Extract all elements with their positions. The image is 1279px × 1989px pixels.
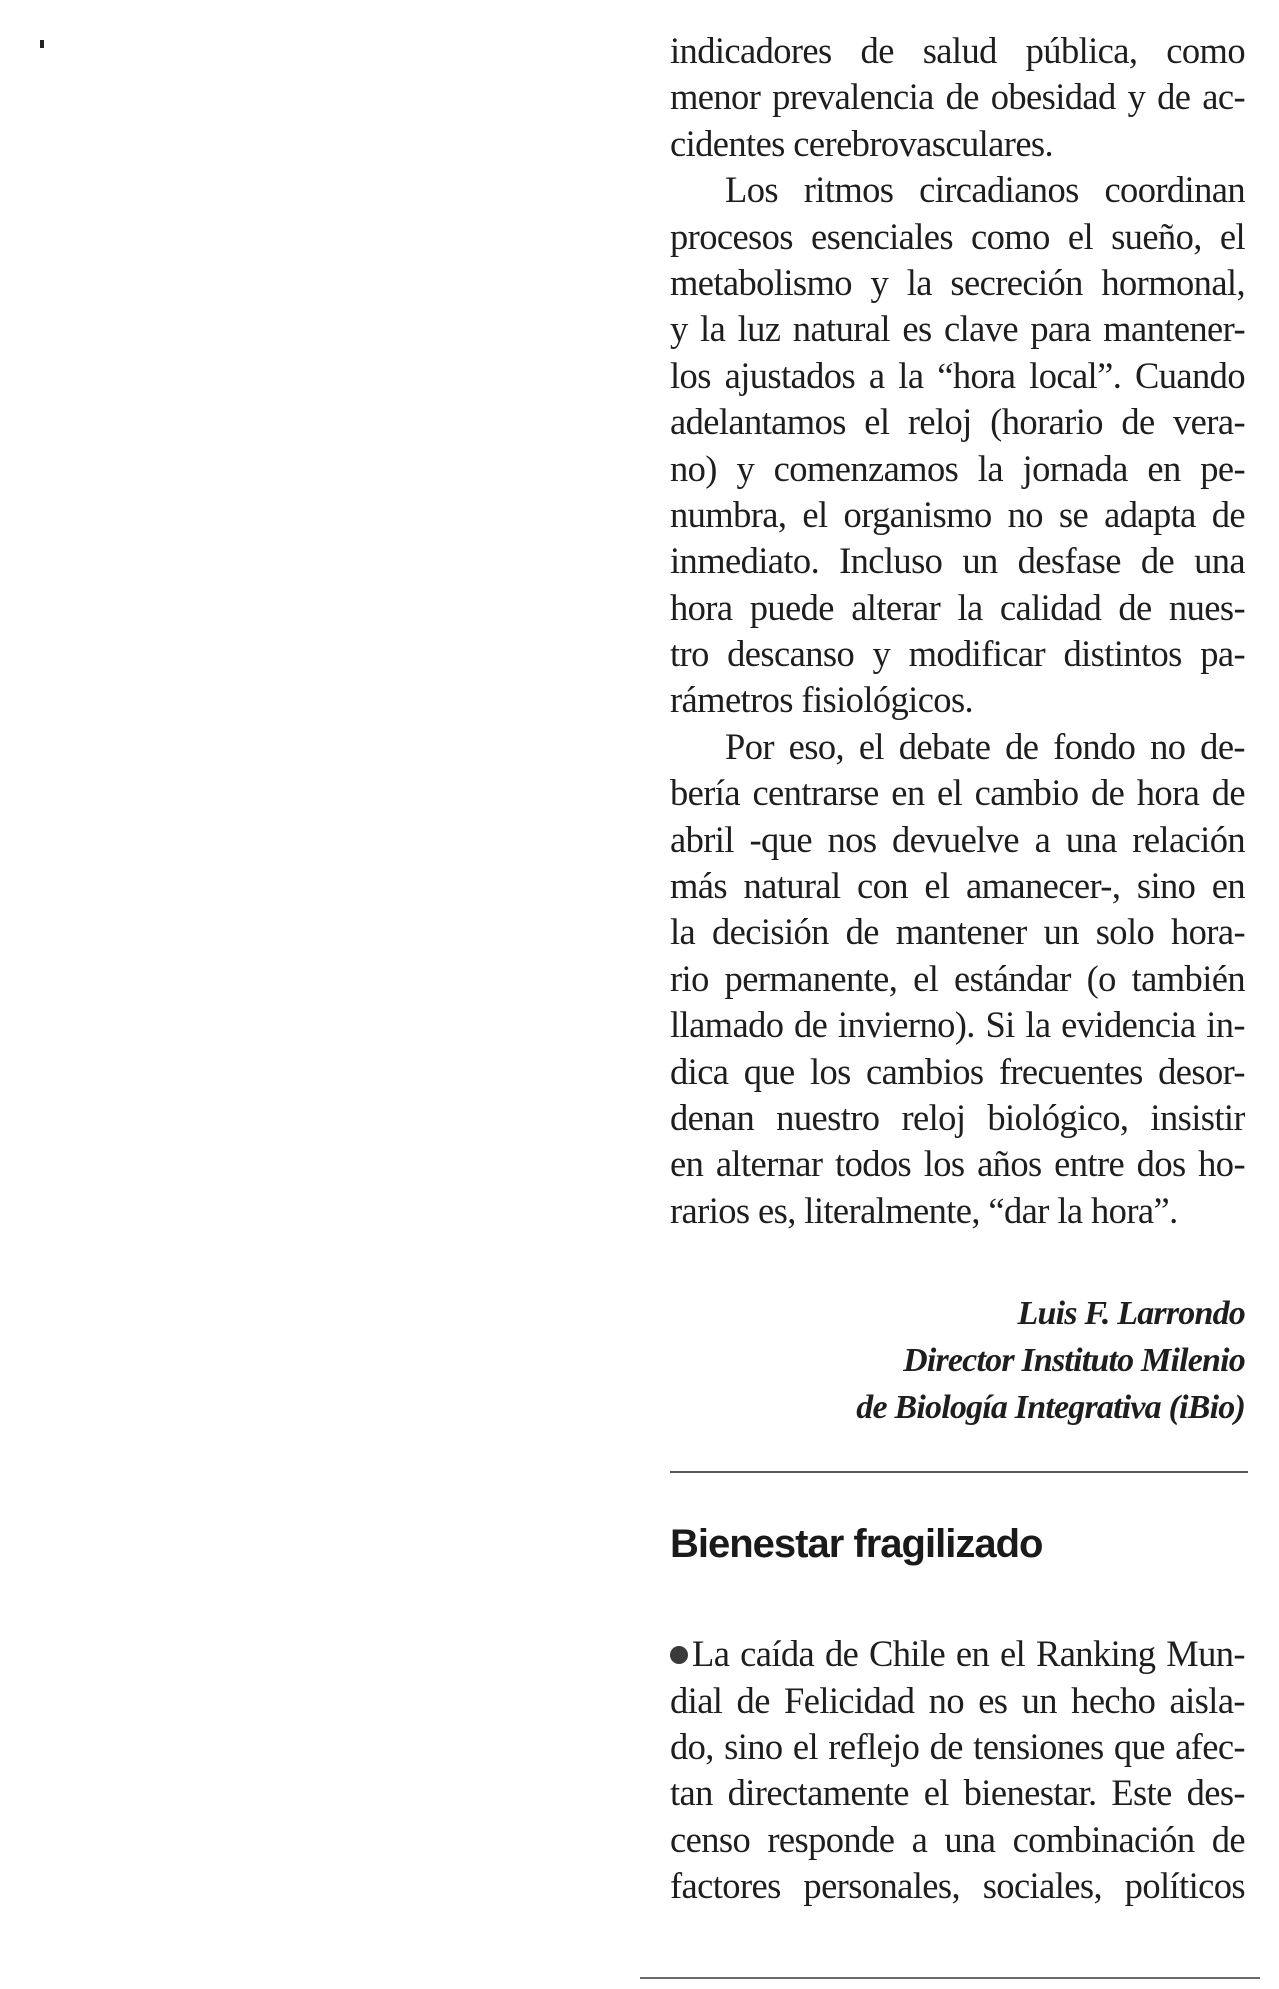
text-line: Por eso, el debate de fondo no de-: [725, 725, 1245, 767]
text-line: bería centrarse en el cambio de hora de: [670, 772, 1245, 814]
text-line: no) y comenzamos la jornada en pe-: [670, 447, 1245, 489]
text-line: rámetros fisiológicos.: [670, 679, 974, 721]
next-article-body: [670, 1631, 1245, 1909]
paragraph: [670, 724, 1245, 1234]
text-line: factores personales, sociales, políticos: [670, 1865, 1245, 1907]
next-article-headline: Bienestar fragilizado: [670, 1522, 1043, 1567]
text-line: en alternar todos los años entre dos ho-: [670, 1143, 1245, 1185]
paragraph: [670, 28, 1245, 167]
text-line: la decisión de mantener un solo hora-: [670, 911, 1245, 953]
text-line: rio permanente, el estándar (o también: [670, 957, 1245, 999]
text-column: [670, 28, 1245, 1910]
bullet-icon: [670, 1646, 688, 1664]
text-line: y la luz natural es clave para mantener-: [670, 308, 1245, 350]
text-line: abril -que nos devuelve a una relación: [670, 818, 1245, 860]
text-line: tan directamente el bienestar. Este des-: [670, 1772, 1245, 1814]
author-name: Luis F. Larrondo: [1017, 1295, 1245, 1333]
text-line: Los ritmos circadianos coordinan: [725, 169, 1245, 211]
text-line: indicadores de salud pública, como: [670, 30, 1245, 71]
text-line: inmediato. Incluso un desfase de una: [670, 540, 1245, 582]
text-line: los ajustados a la “hora local”. Cuando: [670, 354, 1245, 396]
text-line: [670, 1631, 1245, 1677]
text-line: numbra, el organismo no se adapta de: [670, 493, 1245, 535]
line-text: La caída de Chile en el Ranking Mun-: [692, 1633, 1245, 1675]
text-line: rarios es, literalmente, “dar la hora”.: [670, 1189, 1178, 1231]
text-line: dial de Felicidad no es un hecho aisla-: [670, 1679, 1245, 1721]
page-mark: [40, 40, 44, 48]
author-affiliation: de Biología Integrativa (iBio): [856, 1389, 1245, 1427]
author-signature: [670, 1290, 1245, 1431]
text-line: tro descanso y modificar distintos pa-: [670, 633, 1245, 675]
text-line: dica que los cambios frecuentes desor-: [670, 1050, 1245, 1092]
text-line: metabolismo y la secreción hormonal,: [670, 261, 1245, 303]
text-line: más natural con el amanecer-, sino en: [670, 865, 1245, 907]
text-line: llamado de invierno). Si la evidencia in-: [670, 1004, 1245, 1046]
text-line: menor prevalencia de obesidad y de ac-: [670, 76, 1245, 118]
text-line: cidentes cerebrovasculares.: [670, 122, 1054, 164]
bottom-rule: [640, 1977, 1260, 1979]
section-divider: [670, 1471, 1248, 1473]
text-line: adelantamos el reloj (horario de vera-: [670, 401, 1245, 443]
text-line: procesos esenciales como el sueño, el: [670, 215, 1245, 257]
author-title: Director Instituto Milenio: [903, 1342, 1245, 1380]
text-line: censo responde a una combinación de: [670, 1818, 1245, 1860]
paragraph: [670, 167, 1245, 724]
text-line: do, sino el reflejo de tensiones que afec-: [670, 1725, 1245, 1767]
text-line: hora puede alterar la calidad de nues-: [670, 586, 1245, 628]
text-line: denan nuestro reloj biológico, insistir: [670, 1096, 1245, 1138]
